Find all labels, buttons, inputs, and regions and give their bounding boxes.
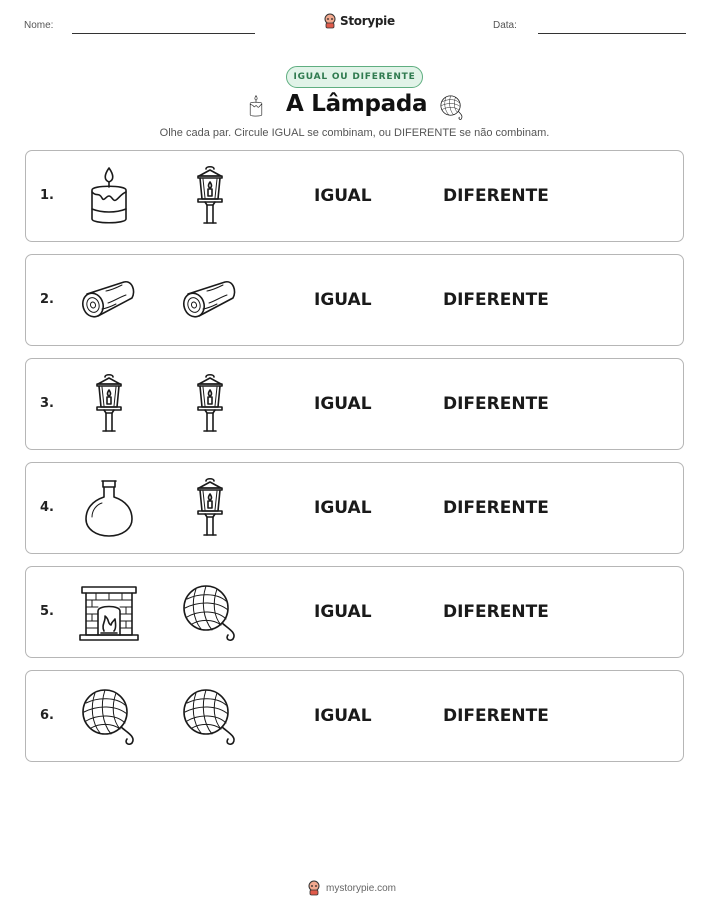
pair-row-5 — [25, 566, 684, 658]
pair-row-3 — [25, 358, 684, 450]
different-option[interactable]: DIFERENTE — [443, 394, 549, 414]
fireplace-icon — [78, 581, 140, 643]
yarn-ball-icon — [78, 685, 140, 747]
same-option[interactable]: IGUAL — [314, 602, 372, 622]
lantern-icon — [179, 373, 241, 435]
storypie-mascot-icon — [307, 880, 321, 896]
page-title: A Lâmpada — [286, 91, 428, 117]
storypie-mascot-icon — [323, 13, 337, 29]
name-label: Nome: — [24, 20, 54, 31]
different-option[interactable]: DIFERENTE — [443, 290, 549, 310]
row-number: 5. — [40, 604, 54, 619]
different-option[interactable]: DIFERENTE — [443, 186, 549, 206]
yarn-ball-icon — [179, 581, 241, 643]
flask-icon — [78, 477, 140, 539]
footer — [307, 880, 396, 896]
same-option[interactable]: IGUAL — [314, 706, 372, 726]
same-option[interactable]: IGUAL — [314, 394, 372, 414]
date-field-line[interactable] — [538, 33, 686, 34]
different-option[interactable]: DIFERENTE — [443, 706, 549, 726]
yarn-ball-icon — [179, 685, 241, 747]
same-option[interactable]: IGUAL — [314, 290, 372, 310]
yarn-ball-icon — [437, 92, 467, 126]
different-option[interactable]: DIFERENTE — [443, 602, 549, 622]
log-icon — [179, 269, 241, 331]
candle-icon — [244, 90, 268, 126]
lantern-icon — [78, 373, 140, 435]
activity-badge: IGUAL OU DIFERENTE — [286, 66, 423, 88]
row-number: 4. — [40, 500, 54, 515]
log-icon — [78, 269, 140, 331]
pair-row-6 — [25, 670, 684, 762]
pair-row-4 — [25, 462, 684, 554]
lantern-icon — [179, 165, 241, 227]
row-number: 3. — [40, 396, 54, 411]
pair-row-1 — [25, 150, 684, 242]
brand-logo — [323, 13, 395, 29]
brand-name: Storypie — [340, 14, 395, 28]
same-option[interactable]: IGUAL — [314, 498, 372, 518]
candle-icon — [78, 165, 140, 227]
same-option[interactable]: IGUAL — [314, 186, 372, 206]
row-number: 2. — [40, 292, 54, 307]
row-number: 1. — [40, 188, 54, 203]
title-row — [0, 89, 709, 125]
footer-url: mystorypie.com — [326, 882, 397, 894]
different-option[interactable]: DIFERENTE — [443, 498, 549, 518]
lantern-icon — [179, 477, 241, 539]
row-number: 6. — [40, 708, 54, 723]
instructions: Olhe cada par. Circule IGUAL se combinam, ou DIFERENTE se não combinam. — [159, 127, 550, 139]
date-label: Data: — [493, 20, 517, 31]
name-field-line[interactable] — [72, 33, 255, 34]
pair-row-2 — [25, 254, 684, 346]
